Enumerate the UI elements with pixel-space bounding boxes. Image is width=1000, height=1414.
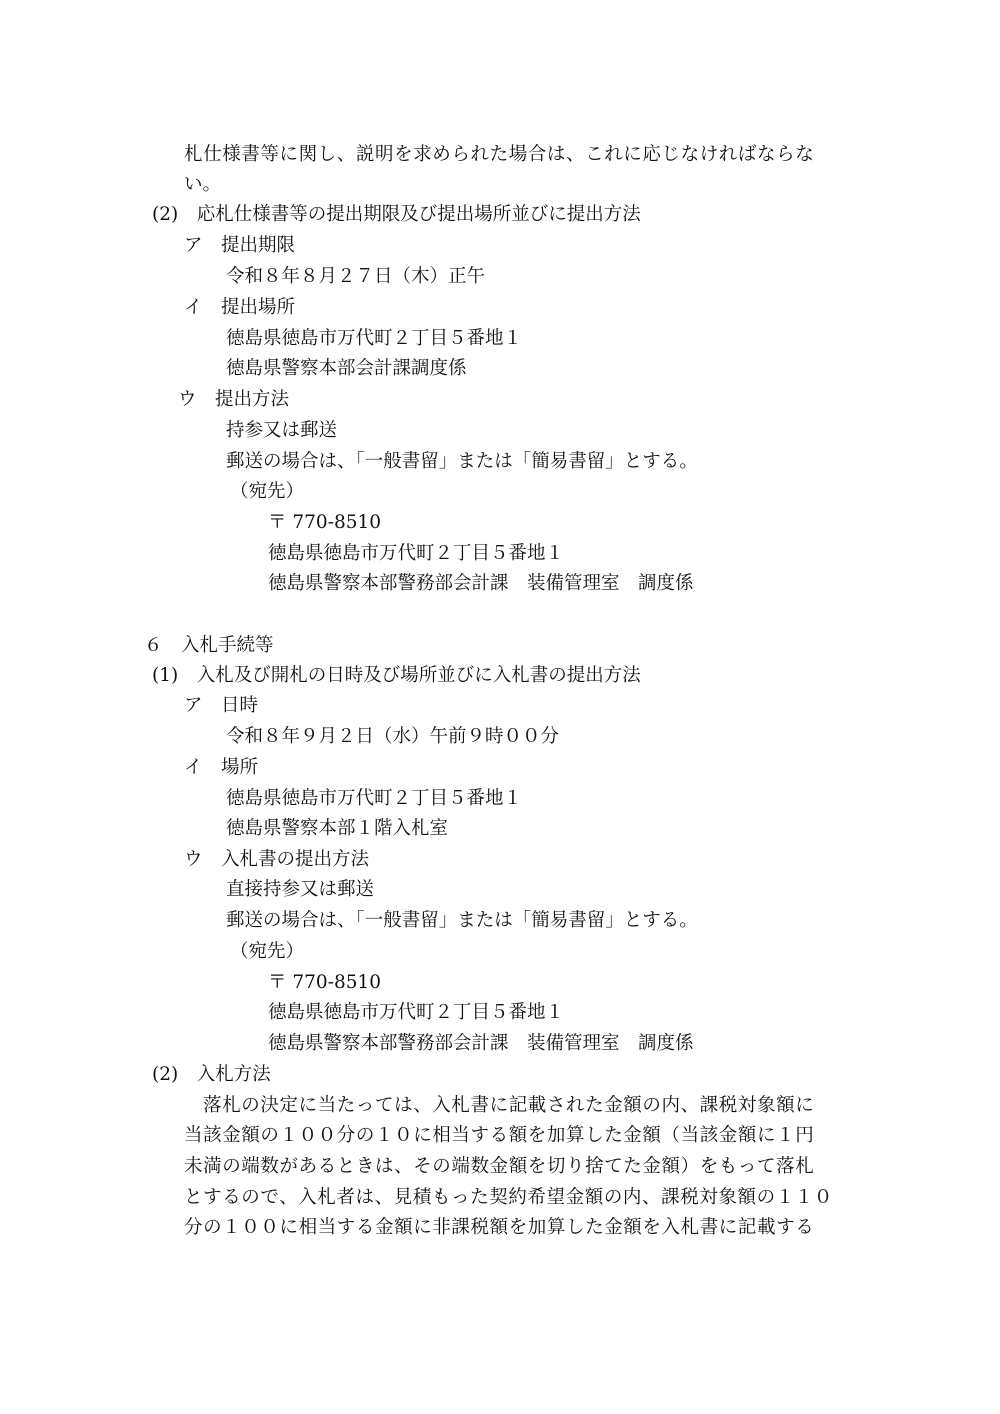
postal-code: 〒 770-8510 [268,972,382,993]
chapter-heading: ６ 入札手続等 [144,635,274,656]
body-text-line: 令和８年８月２７日（木）正午 [226,266,486,287]
body-text-line: 札仕様書等に関し、説明を求められた場合は、これに応じなければならな [184,144,815,165]
address-line: 徳島県徳島市万代町２丁目５番地１ [268,1002,565,1023]
item-heading: ア 日時 [184,695,259,716]
body-text-line: とするので、入札者は、見積もった契約希望金額の内、課税対象額の１１０ [184,1187,834,1208]
item-heading: イ 場所 [184,757,259,778]
address-line: 徳島県徳島市万代町２丁目５番地１ [226,788,523,809]
address-line: 徳島県警察本部警務部会計課 装備管理室 調度係 [268,573,694,594]
body-text-line: 当該金額の１００分の１０に相当する額を加算した金額（当該金額に１円 [184,1125,815,1146]
body-text-line: い。 [184,174,222,195]
address-label: （宛先） [230,941,305,962]
item-heading: イ 提出場所 [184,297,296,318]
address-line: 徳島県警察本部１階入札室 [226,818,449,839]
body-text-line: 郵送の場合は、「一般書留」または「簡易書留」とする。 [226,910,698,931]
address-line: 徳島県警察本部警務部会計課 装備管理室 調度係 [268,1033,694,1054]
item-heading: ア 提出期限 [184,235,296,256]
address-line: 徳島県警察本部会計課調度係 [226,358,467,379]
postal-code: 〒 770-8510 [268,512,382,533]
address-line: 徳島県徳島市万代町２丁目５番地１ [226,328,523,349]
item-heading: ウ 提出方法 [178,389,290,410]
body-text-line: 持参又は郵送 [226,420,338,441]
body-text-line: 令和８年９月２日（水）午前９時００分 [226,726,560,747]
section-heading: (2) 応札仕様書等の提出期限及び提出場所並びに提出方法 [152,204,641,225]
body-text-line: 分の１００に相当する金額に非課税額を加算した金額を入札書に記載する [184,1217,815,1238]
body-text-line: 郵送の場合は、「一般書留」または「簡易書留」とする。 [226,451,698,472]
body-text-line: 未満の端数があるときは、その端数金額を切り捨てた金額）をもって落札 [184,1156,815,1177]
section-heading: (2) 入札方法 [152,1064,271,1085]
body-text-line: 落札の決定に当たっては、入札書に記載された金額の内、課税対象額に [184,1095,815,1116]
item-heading: ウ 入札書の提出方法 [184,849,370,870]
address-line: 徳島県徳島市万代町２丁目５番地１ [268,543,565,564]
section-heading: (1) 入札及び開札の日時及び場所並びに入札書の提出方法 [152,665,641,686]
body-text-line: 直接持参又は郵送 [226,879,375,900]
address-label: （宛先） [230,481,305,502]
